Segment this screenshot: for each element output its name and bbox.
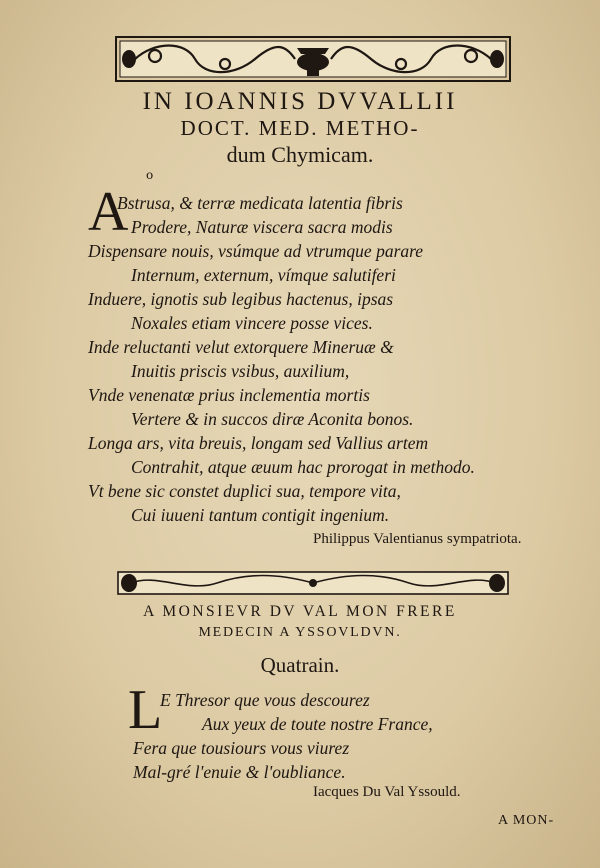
poem2-line-4: Mal-gré l'enuie & l'oubliance. (133, 762, 346, 782)
poem1-line-14: Cui iuueni tantum contigit ingenium. (131, 505, 390, 525)
poem1-signature: Philippus Valentianus sympatriota. (313, 531, 522, 547)
poem1-line-8: Inuitis priscis vsibus, auxilium, (131, 361, 350, 381)
poem2-dropcap: L (128, 679, 163, 741)
poem1-line-6: Noxales etiam vincere posse vices. (131, 313, 373, 333)
title-line-1: IN IOANNIS DVVALLII (142, 88, 458, 115)
poem2-signature: Iacques Du Val Yssould. (313, 784, 461, 800)
poem2-line-2: Aux yeux de toute nostre France, (202, 714, 433, 734)
poem2-line-1: E Thresor que vous descourez (160, 690, 370, 710)
poem1-line-11: Longa ars, vita breuis, longam sed Vallius artem (88, 433, 429, 453)
poem1-line-10: Vertere & in succos diræ Aconita bonos. (131, 409, 414, 429)
poem1-line-1: Bstrusa, & terræ medicata latentia fibris (117, 193, 403, 213)
small-circle-icon: o (146, 168, 154, 182)
poem1-line-4: Internum, externum, vímque salutiferi (131, 265, 396, 285)
poem1-line-13: Vt bene sic constet duplici sua, tempore vita, (88, 481, 401, 501)
poem1-line-2: Prodere, Naturæ viscera sacra modis (131, 217, 393, 237)
poem1-line-7: Inde reluctanti velut extorquere Mineruæ & (88, 337, 394, 357)
quatrain-heading: Quatrain. (260, 653, 340, 677)
poem1-dropcap: A (88, 181, 129, 243)
top-ornament-icon (115, 36, 511, 82)
poem1-line-5: Induere, ignotis sub legibus hactenus, ipsas (88, 289, 394, 309)
poem1-line-9: Vnde venenatæ prius inclementia mortis (88, 385, 370, 405)
catchword: A MON- (498, 813, 555, 828)
poem1-line-12: Contrahit, atque æuum hac prorogat in methodo. (131, 457, 475, 477)
title-line-3: dum Chymicam. (226, 142, 374, 167)
poem1-line-3: Dispensare nouis, vsúmque ad vtrumque parare (88, 241, 424, 261)
title-line-2: DOCT. MED. METHO- (180, 116, 420, 140)
poem2-line-3: Fera que tousiours vous viurez (133, 738, 350, 758)
middle-ornament-icon (117, 570, 509, 596)
dedication-line-1: A MONSIEVR DV VAL MON FRERE (143, 603, 457, 620)
dedication-line-2: MEDECIN A YSSOVLDVN. (198, 625, 402, 640)
